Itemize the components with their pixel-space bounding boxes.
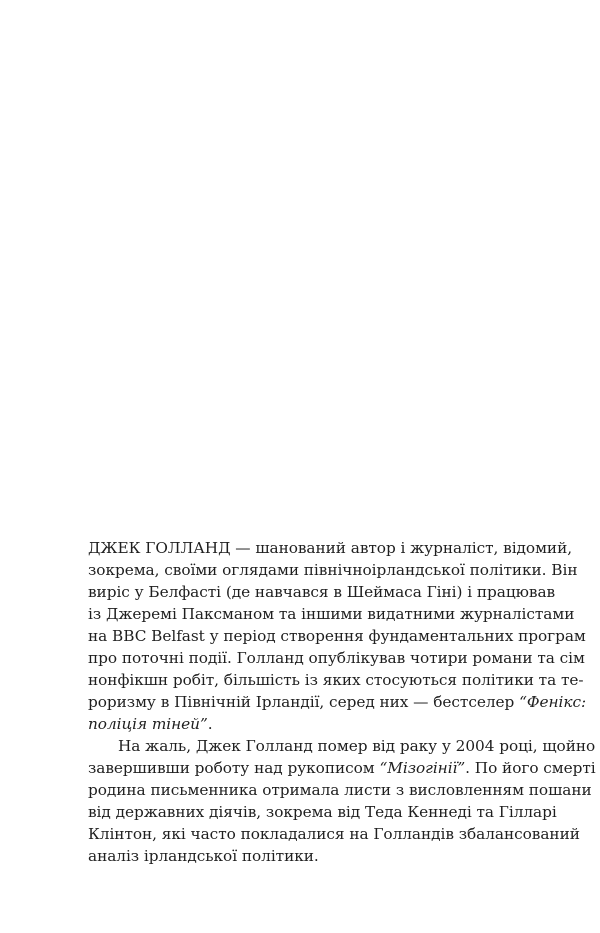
- bio-line-13: [88, 801, 557, 823]
- bio-line-4: [88, 603, 575, 625]
- book-title-phoenix: “Фенікс:: [519, 693, 587, 711]
- bio-line-15: [88, 845, 536, 867]
- text-run: нонфікшн робіт, більшість із яких стосуються політики та те-: [88, 671, 584, 689]
- text-run: роризму в Північній Ірландії, серед них — бестселер: [88, 693, 520, 711]
- text-run: ДЖЕК ГОЛЛАНД — шанований автор і журналіст, відомий,: [88, 539, 573, 557]
- bio-line-9: [88, 713, 536, 735]
- text-run: родина письменника отримала листи з висловленням пошани: [88, 781, 592, 799]
- bio-line-2: [88, 559, 578, 581]
- text-run: На жаль, Джек Голланд помер від раку у 2004 році, щойно: [118, 737, 596, 755]
- text-run: виріс у Белфасті (де навчався в Шеймаса Гіні) і працював: [88, 583, 556, 601]
- text-run: зокрема, своїми оглядами північноірландської політики. Він: [88, 561, 578, 579]
- bio-line-10: [88, 735, 596, 757]
- text-run: . По його смерті: [465, 759, 596, 777]
- text-run: про поточні події. Голланд опублікував чотири романи та сім: [88, 649, 585, 667]
- bio-line-12: [88, 779, 592, 801]
- bio-line-5: [88, 625, 586, 647]
- text-run: .: [207, 715, 213, 733]
- author-bio: [88, 537, 596, 867]
- text-run: на BBC Belfast у період створення фундаментальних програм: [88, 627, 586, 645]
- text-run: завершивши роботу над рукописом: [88, 759, 380, 777]
- bio-line-3: [88, 581, 556, 603]
- text-run: від державних діячів, зокрема від Теда Кеннеді та Гілларі: [88, 803, 557, 821]
- bio-line-8: [88, 691, 587, 713]
- book-title-misogyny: “Мізогінії”: [379, 759, 466, 777]
- bio-line-11: [88, 757, 596, 779]
- bio-line-1: [88, 537, 573, 559]
- text-run: із Джеремі Паксманом та іншими видатними журналістами: [88, 605, 575, 623]
- bio-line-7: [88, 669, 584, 691]
- text-run: аналіз ірландської політики.: [88, 847, 319, 865]
- bio-line-6: [88, 647, 585, 669]
- book-title-phoenix-cont: поліція тіней”: [88, 715, 208, 733]
- bio-line-14: [88, 823, 580, 845]
- text-run: Клінтон, які часто покладалися на Голландів збалансований: [88, 825, 580, 843]
